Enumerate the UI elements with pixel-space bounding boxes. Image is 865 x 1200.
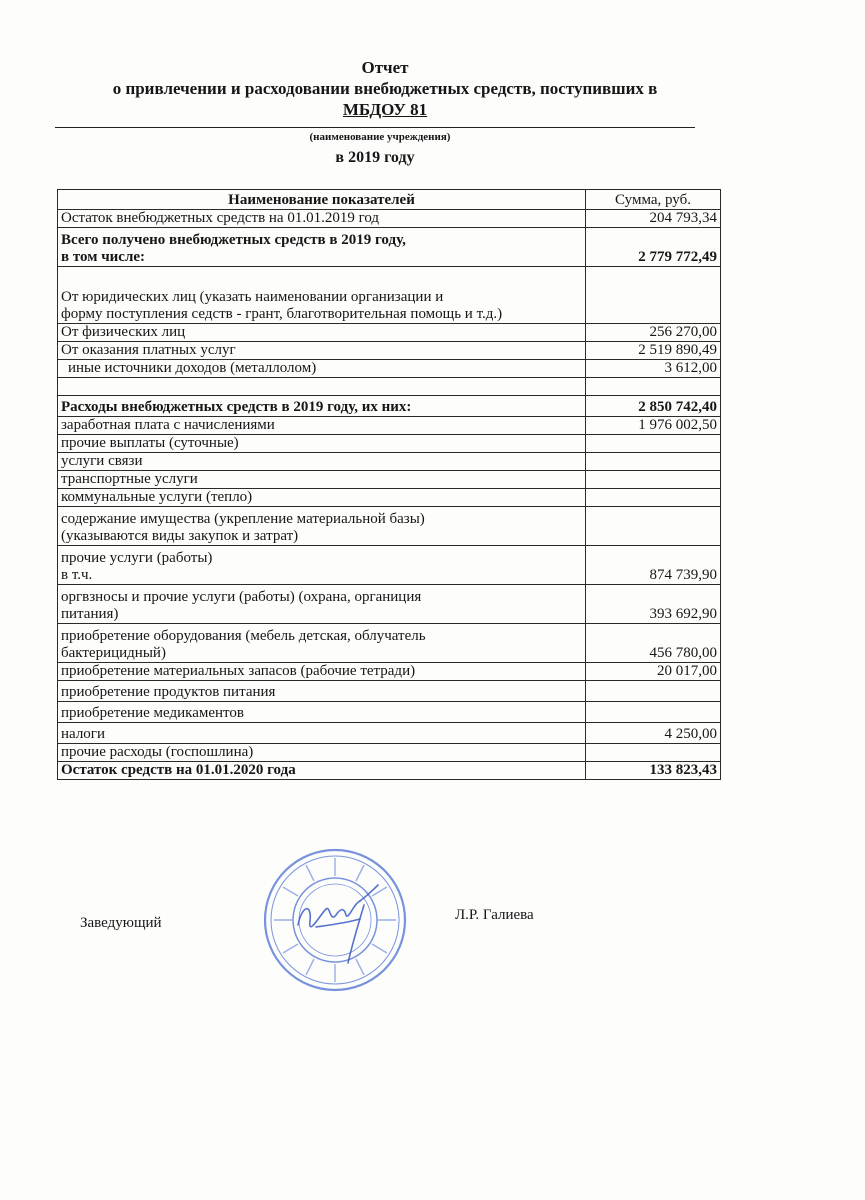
table-row xyxy=(58,342,721,360)
row-value: 2 779 772,49 xyxy=(586,228,721,267)
institution-name: МБДОУ 81 xyxy=(342,100,428,119)
row-label-line2: питания) xyxy=(61,606,119,622)
row-value xyxy=(586,471,721,489)
table-row xyxy=(58,267,721,324)
row-label: приобретение медикаментов xyxy=(58,702,586,723)
table-row xyxy=(58,360,721,378)
row-value: 256 270,00 xyxy=(586,324,721,342)
table-row xyxy=(58,435,721,453)
row-value: 1 976 002,50 xyxy=(586,417,721,435)
row-label xyxy=(58,378,586,396)
row-value xyxy=(586,378,721,396)
table-row xyxy=(58,663,721,681)
table-row xyxy=(58,453,721,471)
row-value xyxy=(586,435,721,453)
table-row xyxy=(58,702,721,723)
document-title: Отчет xyxy=(361,58,409,77)
table-row-empty xyxy=(58,378,721,396)
row-value xyxy=(586,267,721,324)
table-row xyxy=(58,546,721,585)
row-label-line1: оргвзносы и прочие услуги (работы) (охрана, органиция xyxy=(61,589,422,605)
row-value: 2 850 742,40 xyxy=(586,396,721,417)
row-value: 4 250,00 xyxy=(586,723,721,744)
row-label-line2: в том числе: xyxy=(61,249,146,265)
row-label-line1: прочие услуги (работы) xyxy=(61,550,213,566)
table-row xyxy=(58,324,721,342)
row-value xyxy=(586,744,721,762)
row-value: 3 612,00 xyxy=(586,360,721,378)
row-value xyxy=(586,507,721,546)
row-value: 874 739,90 xyxy=(586,546,721,585)
row-value: 20 017,00 xyxy=(586,663,721,681)
row-label-line2: (указываются виды закупок и затрат) xyxy=(61,528,299,544)
row-label-line2: в т.ч. xyxy=(61,567,93,583)
row-label: прочие расходы (госпошлина) xyxy=(58,744,586,762)
row-value: 133 823,43 xyxy=(586,762,721,780)
row-label: услуги связи xyxy=(58,453,586,471)
table-row xyxy=(58,228,721,267)
row-label xyxy=(58,546,586,585)
row-label xyxy=(58,228,586,267)
institution-underline xyxy=(55,127,695,128)
row-label xyxy=(58,585,586,624)
official-stamp-seal xyxy=(260,845,410,995)
table-row xyxy=(58,681,721,702)
row-label: транспортные услуги xyxy=(58,471,586,489)
row-label xyxy=(58,624,586,663)
row-label: От оказания платных услуг xyxy=(58,342,586,360)
row-label: приобретение материальных запасов (рабочие тетради) xyxy=(58,663,586,681)
row-label xyxy=(58,507,586,546)
row-value: 2 519 890,49 xyxy=(586,342,721,360)
table-row xyxy=(58,624,721,663)
row-value: 204 793,34 xyxy=(586,210,721,228)
table-header-row xyxy=(58,190,721,210)
row-label-line2: форму поступления седств - грант, благотворительная помощь и т.д.) xyxy=(61,306,503,322)
table-row xyxy=(58,507,721,546)
row-value xyxy=(586,702,721,723)
row-label: налоги xyxy=(58,723,586,744)
row-label-line1: От юридических лиц (указать наименовании организации и xyxy=(61,289,444,305)
row-label: иные источники доходов (металлолом) xyxy=(58,360,586,378)
row-label-line1: приобретение оборудования (мебель детская, облучатель xyxy=(61,628,426,644)
row-value xyxy=(586,453,721,471)
row-label: Остаток средств на 01.01.2020 года xyxy=(58,762,586,780)
row-value xyxy=(586,681,721,702)
institution-caption: (наименование учреждения) xyxy=(309,131,451,143)
report-period: в 2019 году xyxy=(335,149,415,166)
table-row xyxy=(58,744,721,762)
column-header-name: Наименование показателей xyxy=(58,190,586,210)
row-value xyxy=(586,489,721,507)
row-value: 456 780,00 xyxy=(586,624,721,663)
row-label: коммунальные услуги (тепло) xyxy=(58,489,586,507)
signatory-position: Заведующий xyxy=(80,915,162,931)
table-row xyxy=(58,210,721,228)
row-value: 393 692,90 xyxy=(586,585,721,624)
row-label xyxy=(58,267,586,324)
row-label-line1: содержание имущества (укрепление материальной базы) xyxy=(61,511,425,527)
table-row xyxy=(58,471,721,489)
table-row xyxy=(58,585,721,624)
table-row-total xyxy=(58,762,721,780)
row-label: От физических лиц xyxy=(58,324,586,342)
table-row xyxy=(58,489,721,507)
row-label: прочие выплаты (суточные) xyxy=(58,435,586,453)
document-subtitle: о привлечении и расходовании внебюджетных средств, поступивших в xyxy=(112,79,658,98)
column-header-sum: Сумма, руб. xyxy=(586,190,721,210)
row-label: Расходы внебюджетных средств в 2019 году, их них: xyxy=(58,396,586,417)
table-row xyxy=(58,396,721,417)
row-label-line1: Всего получено внебюджетных средств в 2019 году, xyxy=(61,232,406,248)
signatory-name: Л.Р. Галиева xyxy=(455,907,534,923)
report-table xyxy=(57,189,721,780)
row-label: приобретение продуктов питания xyxy=(58,681,586,702)
row-label: Остаток внебюджетных средств на 01.01.2019 год xyxy=(58,210,586,228)
row-label: заработная плата с начислениями xyxy=(58,417,586,435)
row-label-line2: бактерицидный) xyxy=(61,645,166,661)
table-row xyxy=(58,417,721,435)
table-row xyxy=(58,723,721,744)
